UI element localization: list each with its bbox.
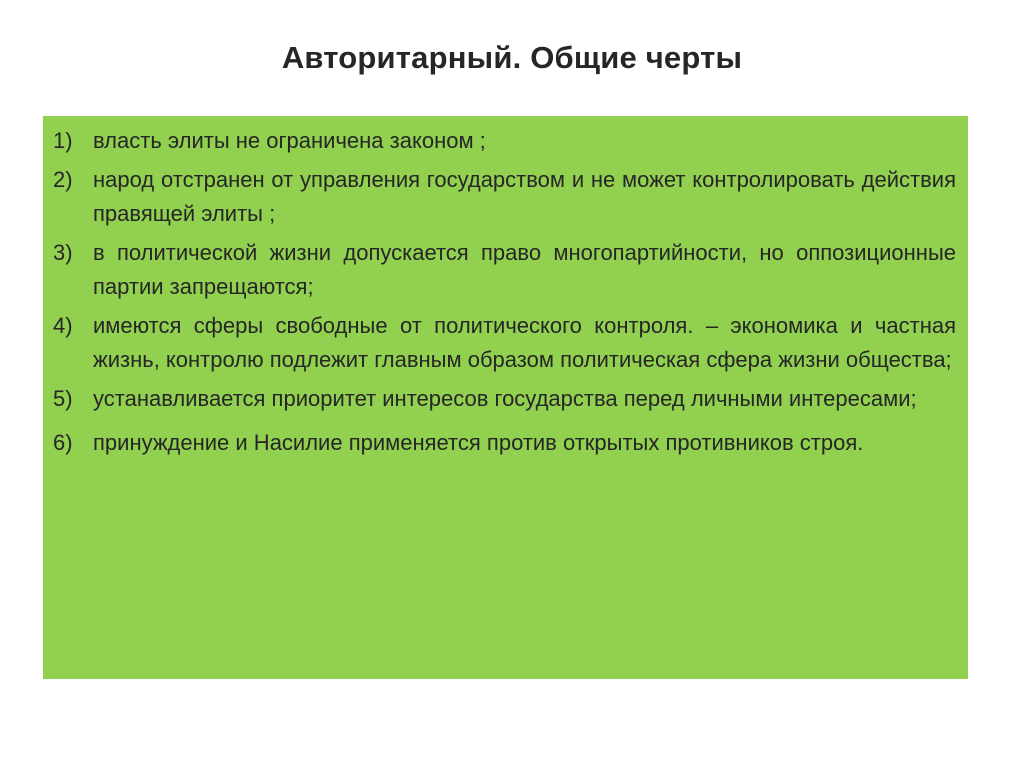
item-text: принуждение и Насилие применяется против открытых противников строя. (93, 430, 864, 455)
item-text: народ отстранен от управления государством и не может контролировать действия правящей элиты ; (93, 167, 956, 226)
item-number: 2) (53, 167, 73, 192)
list-item (53, 309, 956, 377)
item-text: устанавливается приоритет интересов государства перед личными интересами; (93, 386, 917, 411)
item-number: 5) (53, 386, 73, 411)
list-item (53, 382, 956, 416)
item-text: в политической жизни допускается право многопартийности, но оппозиционные партии запрещаются; (93, 240, 956, 299)
item-number: 4) (53, 313, 73, 338)
item-text: имеются сферы свободные от политического контроля. – экономика и частная жизнь, контролю подлежит главным образом политическая сфера жизни общества; (93, 313, 956, 372)
list-item (53, 124, 956, 158)
item-number: 1) (53, 128, 73, 153)
slide-title: Авторитарный. Общие черты (281, 40, 743, 75)
item-number: 3) (53, 240, 73, 265)
list-item (53, 426, 956, 460)
list-item (53, 163, 956, 231)
list-item (53, 236, 956, 304)
content-panel (43, 116, 968, 679)
item-text: власть элиты не ограничена законом ; (93, 128, 486, 153)
features-list (53, 124, 956, 460)
item-number: 6) (53, 430, 73, 455)
